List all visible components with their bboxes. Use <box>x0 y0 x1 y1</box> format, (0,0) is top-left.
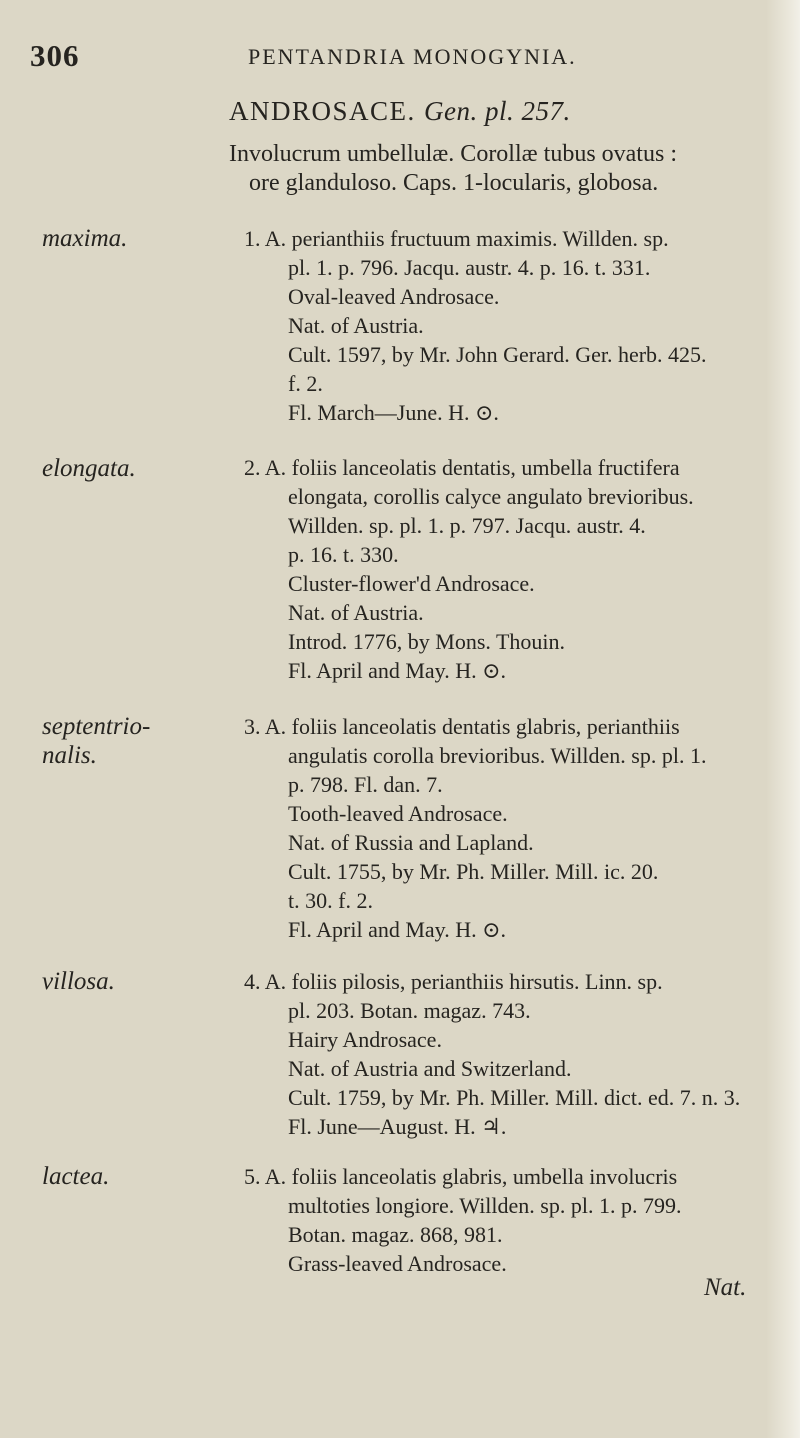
species-margin-name <box>42 1163 109 1191</box>
flowering-time: Fl. March—June. <box>288 400 443 425</box>
margin-name-line: lactea. <box>42 1163 110 1190</box>
margin-name-line: villosa. <box>42 968 115 995</box>
entry-line: Botan. magaz. 868, 981. <box>288 1222 503 1247</box>
entry-line: Grass-leaved Androsace. <box>288 1251 507 1276</box>
entry-line: p. 16. t. 330. <box>288 542 399 567</box>
margin-name-line: maxima. <box>42 225 128 252</box>
entry-line: 5. A. foliis lanceolatis glabris, umbella involucris <box>244 1164 678 1189</box>
entry-line: Cult. 1755, by Mr. Ph. Miller. Mill. ic. 20. <box>288 859 659 884</box>
catchword: Nat. <box>704 1274 747 1301</box>
generic-character <box>229 140 769 198</box>
entry-line: Hairy Androsace. <box>288 1027 442 1052</box>
entry-line: Willden. sp. pl. 1. p. 797. Jacqu. austr. 4. <box>288 513 646 538</box>
species-entry <box>244 1162 681 1278</box>
entry-line: angulatis corolla brevioribus. Willden. sp. pl. 1. <box>288 743 707 768</box>
flowering-time: Fl. June—August. <box>288 1114 449 1139</box>
flowering-row <box>244 656 800 685</box>
generic-character-line: ore glanduloso. Caps. 1-locularis, globosa. <box>249 170 659 196</box>
margin-name-line: nalis. <box>42 742 97 769</box>
species-margin-name <box>42 455 136 483</box>
entry-line: multoties longiore. Willden. sp. pl. 1. p. 799. <box>288 1193 682 1218</box>
duration-symbol: H. ⊙. <box>455 917 507 942</box>
entry-line: Oval-leaved Androsace. <box>288 284 500 309</box>
entry-line: elongata, corollis calyce angulato brevioribus. <box>288 484 694 509</box>
entry-line: t. 30. f. 2. <box>288 888 373 913</box>
entry-line: 3. A. foliis lanceolatis dentatis glabris, perianthiis <box>244 714 680 739</box>
genus-heading <box>229 96 571 127</box>
species-margin-name <box>42 712 150 770</box>
entry-line: f. 2. <box>288 371 323 396</box>
entry-line: Nat. of Russia and Lapland. <box>288 830 534 855</box>
entry-line: Cult. 1597, by Mr. John Gerard. Ger. herb. 425. <box>288 342 707 367</box>
entry-line: Nat. of Austria. <box>288 600 424 625</box>
duration-symbol: H. ⊙. <box>448 400 499 425</box>
flowering-row <box>244 915 800 944</box>
species-entry <box>244 453 800 685</box>
duration-symbol: H. ⊙. <box>455 658 507 683</box>
running-title: PENTANDRIA MONOGYNIA. <box>248 44 577 69</box>
entry-line: Cult. 1759, by Mr. Ph. Miller. Mill. dict. ed. 7. n. 3. <box>288 1085 741 1110</box>
flowering-time: Fl. April and May. <box>288 917 450 942</box>
entry-line: pl. 1. p. 796. Jacqu. austr. 4. p. 16. t. 331. <box>288 255 651 280</box>
entry-line: Introd. 1776, by Mons. Thouin. <box>288 629 566 654</box>
flowering-row <box>244 398 800 427</box>
margin-name-line: septentrio- <box>42 713 151 740</box>
entry-line: Tooth-leaved Androsace. <box>288 801 508 826</box>
flowering-time: Fl. April and May. <box>288 658 450 683</box>
entry-line: pl. 203. Botan. magaz. 743. <box>288 998 531 1023</box>
species-margin-name <box>42 968 115 996</box>
flowering-row <box>244 1112 800 1141</box>
entry-line: p. 798. Fl. dan. 7. <box>288 772 443 797</box>
duration-symbol: H. ♃. <box>454 1114 507 1139</box>
species-entry <box>244 712 800 944</box>
entry-line: 4. A. foliis pilosis, perianthiis hirsutis. Linn. sp. <box>244 969 663 994</box>
generic-character-line: Involucrum umbellulæ. Corollæ tubus ovatus : <box>229 141 677 167</box>
entry-line: Cluster-flower'd Androsace. <box>288 571 535 596</box>
species-entry <box>244 967 800 1141</box>
species-margin-name <box>42 225 127 253</box>
entry-line: Nat. of Austria. <box>288 313 424 338</box>
genus-name: ANDROSACE. <box>229 96 416 126</box>
entry-line: Nat. of Austria and Switzerland. <box>288 1056 572 1081</box>
margin-name-line: elongata. <box>42 455 136 482</box>
genus-reference: Gen. pl. 257. <box>424 96 571 126</box>
species-entry <box>244 224 800 427</box>
entry-line: 1. A. perianthiis fructuum maximis. Willden. sp. <box>244 226 669 251</box>
entry-line: 2. A. foliis lanceolatis dentatis, umbella fructifera <box>244 455 680 480</box>
page-edge-shading <box>766 0 800 1438</box>
page-number: 306 <box>30 38 80 73</box>
